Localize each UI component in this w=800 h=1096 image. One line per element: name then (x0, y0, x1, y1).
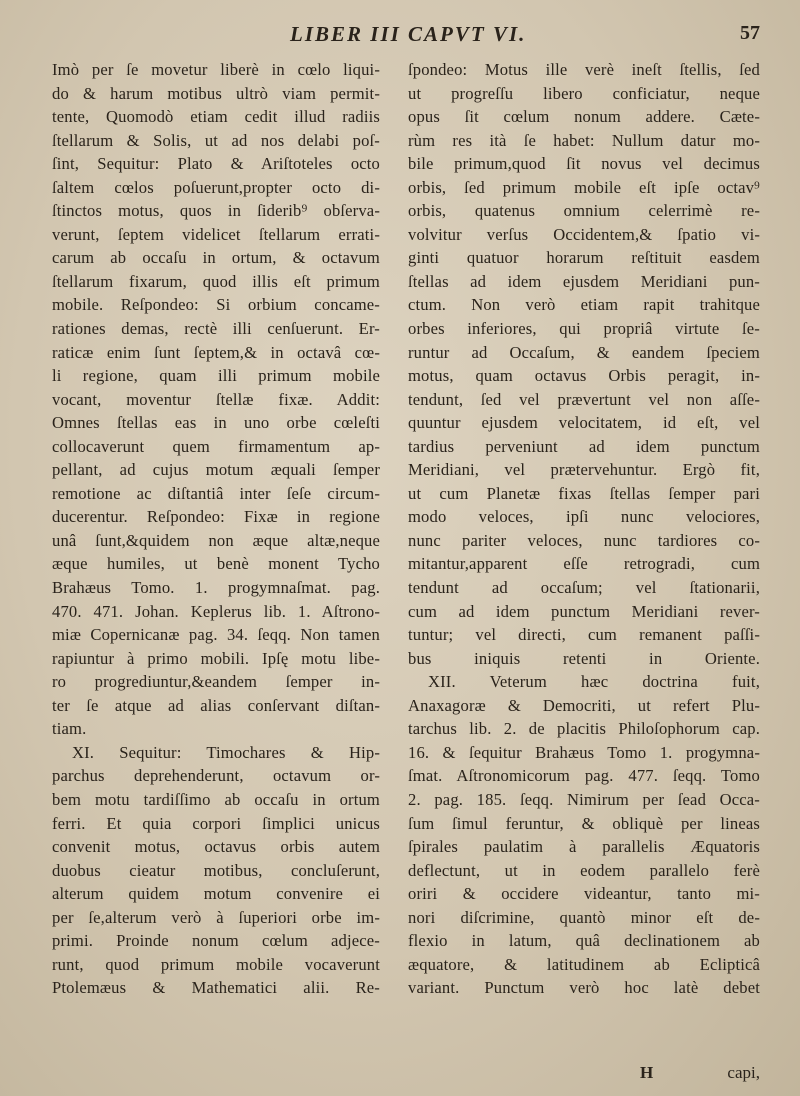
text-line: orbis, quatenus omnium celerrimè re- (408, 201, 760, 221)
catchword: capi, (727, 1063, 760, 1082)
text-line: cum ad idem punctum Meridiani rever- (408, 601, 760, 621)
text-line: tuntur; vel directi, cum remanent paſſi- (408, 625, 760, 645)
text-line: rapiuntur à primo mobili. Ipſę motu libe- (52, 648, 380, 668)
signature-mark: H (640, 1063, 654, 1082)
text-line: ſtellas ad idem ejusdem Meridiani pun- (408, 271, 760, 291)
text-line: ſtellarum & Solis, ut ad nos delabi poſ- (52, 130, 380, 150)
text-line: bem motu tardiſſimo ab occaſu in ortum (52, 789, 380, 809)
text-line: Anaxagoræ & Democriti, ut refert Plu- (408, 695, 760, 715)
text-line: ut progreſſu libero conficiatur, neque (408, 83, 760, 103)
text-line: flexio in latum, quâ declinationem ab (408, 931, 760, 951)
text-line: ſaltem cœlos poſuerunt,propter octo di- (52, 177, 380, 197)
text-line: runtur ad Occaſum, & eandem ſpeciem (408, 342, 760, 362)
text-line: variant. Punctum verò hoc latè debet (408, 978, 760, 998)
text-line: opus ſit cœlum nonum addere. Cæte- (408, 107, 760, 127)
text-line: XII. Veterum hæc doctrina fuit, (428, 672, 760, 692)
text-line: orbes inferiores, qui propriâ virtute ſe- (408, 319, 760, 339)
text-line: unâ ſunt,&quidem non æque altæ,neque (52, 530, 380, 550)
text-line: tendunt, ſed vel prævertunt vel non aſſe- (408, 389, 760, 409)
text-line: convenit motus, octavus orbis autem (52, 837, 380, 857)
text-line: verunt, ſeptem videlicet ſtellarum errati- (52, 224, 380, 244)
text-line: orbis, ſed primum mobile eſt ipſe octav⁹ (408, 177, 760, 197)
text-line: vocant, moventur ſtellæ fixæ. Addit: (52, 389, 380, 409)
text-line: ter ſe atque ad alias conſervant diſtan- (52, 695, 380, 715)
text-line: ſpirales paulatim à parallelis Æquatoris (408, 837, 760, 857)
text-line: nunc pariter veloces, nunc tardiores co- (408, 530, 760, 550)
text-line: parchus deprehenderunt, octavum or- (52, 766, 380, 786)
text-line: tendunt ad occaſum; vel ſtationarii, (408, 578, 760, 598)
text-line: XI. Sequitur: Timochares & Hip- (72, 742, 380, 762)
text-line: æque humiles, ut benè monent Tycho (52, 554, 380, 574)
text-line: bus iniquis retenti in Oriente. (408, 648, 760, 668)
text-line: 16. & ſequitur Brahæus Tomo 1. progymna- (408, 742, 760, 762)
text-line: rationes demas, rectè illi cenſuerunt. Er- (52, 319, 380, 339)
text-line: ro progrediuntur,&eandem ſemper in- (52, 672, 380, 692)
text-line: æquatore, & latitudinem ab Eclipticâ (408, 954, 760, 974)
text-line: Omnes ſtellas eas in uno orbe cœleſti (52, 413, 380, 433)
text-line: bile primum,quod ſit novus vel decimus (408, 154, 760, 174)
text-line: Imò per ſe movetur liberè in cœlo liqui- (52, 60, 380, 79)
text-line: modo veloces, ipſi nunc velociores, (408, 507, 760, 527)
text-line: duobus cieatur motibus, concluſerunt, (52, 860, 380, 880)
text-line: tente, Quomodò etiam cedit illud radiis (52, 107, 380, 127)
text-line: ſpondeo: Motus ille verè ineſt ſtellis, ſed (408, 60, 760, 79)
text-line: ſum ſimul feruntur, & obliquè per lineas (408, 813, 760, 833)
text-line: miæ Copernicanæ pag. 34. ſeqq. Non tamen (52, 625, 380, 645)
text-line: tardius perveniunt ad idem punctum (408, 436, 760, 456)
text-line: raticæ enim ſunt ſeptem,& in octavâ cœ- (52, 342, 380, 362)
text-line: quuntur ejusdem velocitatem, id eſt, vel (408, 413, 760, 433)
text-line: ut cum Planetæ fixas ſtellas ſemper pari (408, 483, 760, 503)
text-line: per ſe,alterum verò à ſuperiori orbe im- (52, 907, 380, 927)
text-line: do & harum motibus ultrò viam permit- (52, 83, 380, 103)
text-line: deflectunt, ut in eodem parallelo ferè (408, 860, 760, 880)
text-line: alterum quidem motum convenire ei (52, 884, 380, 904)
text-line: ſtellarum fixarum, quod illis eſt primum (52, 271, 380, 291)
text-line: remotione ac diſtantiâ inter ſeſe circum- (52, 483, 380, 503)
text-line: ſint, Sequitur: Plato & Ariſtoteles octo (52, 154, 380, 174)
text-line: Meridiani, vel prætervehuntur. Ergò fit, (408, 460, 760, 480)
running-head (290, 22, 760, 50)
text-line: ſtinctos motus, quos in ſiderib⁹ obſerva- (52, 201, 380, 221)
text-line: collocaverunt quem firmamentum ap- (52, 436, 380, 456)
text-line: ctum. Non verò etiam rapit trahitque (408, 295, 760, 315)
text-line: nori diſcrimine, quantò minor eſt de- (408, 907, 760, 927)
text-line: ſmat. Aſtronomicorum pag. 477. ſeqq. Tomo (408, 766, 760, 786)
text-line: 2. pag. 185. ſeqq. Nimirum per ſead Occa- (408, 789, 760, 809)
text-line: motus, quam octavus Orbis peragit, in- (408, 366, 760, 386)
text-line: Brahæus Tomo. 1. progymnaſmat. pag. (52, 578, 380, 598)
text-line: rùm res ità ſe habet: Nullum datur mo- (408, 130, 760, 150)
left-text-column (52, 58, 380, 1000)
text-line: Ptolemæus & Mathematici alii. Re- (52, 978, 380, 998)
text-line: ferri. Et quia corpori ſimplici unicus (52, 813, 380, 833)
text-line: tiam. (52, 719, 87, 739)
text-line: mitantur,apparent eſſe retrogradi, cum (408, 554, 760, 574)
text-line: oriri & occidere videantur, tanto mi- (408, 884, 760, 904)
text-line: pellant, ad cujus motum æquali ſemper (52, 460, 380, 480)
text-line: runt, quod primum mobile vocaverunt (52, 954, 380, 974)
text-line: li regione, quam illi primum mobile (52, 366, 380, 386)
page-number: 57 (740, 22, 760, 44)
text-line: tarchus lib. 2. de placitis Philoſophorum cap. (408, 719, 760, 739)
text-line: primi. Proinde nonum cœlum adjece- (52, 931, 380, 951)
text-line: mobile. Reſpondeo: Si orbium concame- (52, 295, 380, 315)
right-text-column (408, 58, 760, 1000)
text-line: ginti quatuor horarum reſtituit easdem (408, 248, 760, 268)
text-line: carum ab occaſu in ortum, & octavum (52, 248, 380, 268)
text-line: volvitur verſus Occidentem,& ſpatio vi- (408, 224, 760, 244)
text-line: 470. 471. Johan. Keplerus lib. 1. Aſtrono- (52, 601, 380, 621)
text-line: ducerentur. Reſpondeo: Fixæ in regione (52, 507, 380, 527)
running-head-title: LIBER III CAPVT VI. (290, 22, 527, 46)
